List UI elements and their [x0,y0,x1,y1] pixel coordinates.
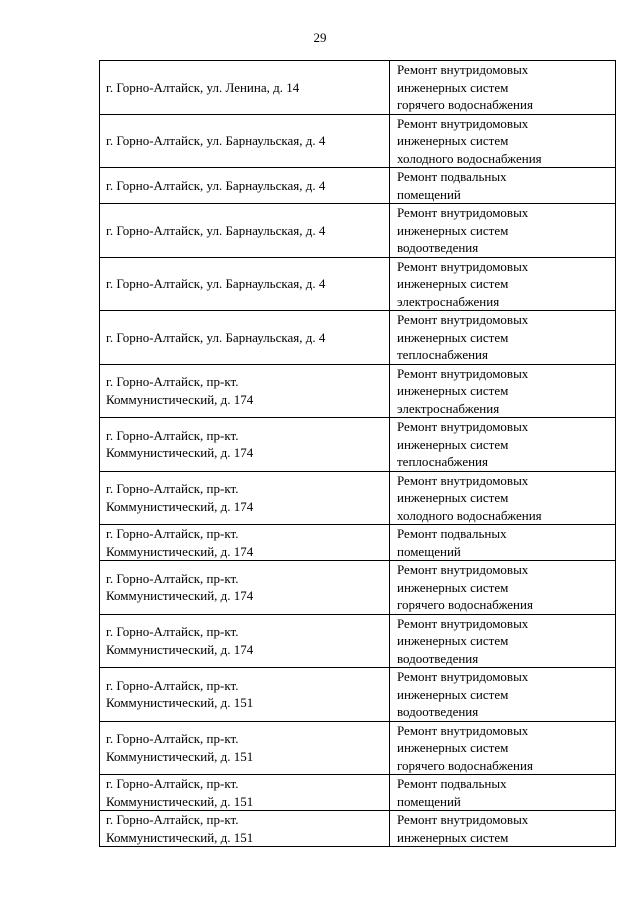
work-line: инженерных систем [397,133,509,148]
work-cell [390,168,616,204]
work-line: Ремонт внутридомовых [397,669,529,684]
work-cell [390,257,616,311]
address-cell [100,257,390,311]
address-cell [100,311,390,365]
table-row [100,561,616,615]
address-line: Коммунистический, д. 174 [106,588,254,604]
work-line: горячего водоснабжения [397,597,533,612]
work-line: водоотведения [397,650,479,666]
address-cell [100,561,390,615]
address-line: г. Горно-Алтайск, пр-кт. [106,731,239,747]
work-line: горячего водоснабжения [397,97,533,112]
address-line: г. Горно-Алтайск, пр-кт. [106,570,239,586]
table-row [100,775,616,811]
work-line: инженерных систем [397,740,509,755]
work-line: помещений [397,793,461,809]
address-cell [100,471,390,525]
work-line: инженерных систем [397,222,509,238]
address-line: г. Горно-Алтайск, пр-кт. [106,812,239,827]
address-line: г. Горно-Алтайск, пр-кт. [106,374,239,390]
address-line: г. Горно-Алтайск, пр-кт. [106,776,239,791]
work-line: Ремонт внутридомовых [397,115,529,131]
table-row [100,364,616,418]
table-row [100,311,616,365]
table-row [100,471,616,525]
address-line: г. Горно-Алтайск, пр-кт. [106,624,239,640]
table-row [100,204,616,258]
table-row [100,61,616,115]
work-cell [390,561,616,615]
address-line: г. Горно-Алтайск, ул. Барнаульская, д. 4 [106,177,326,193]
address-line: г. Горно-Алтайск, ул. Барнаульская, д. 4 [106,276,326,291]
work-line: электроснабжения [397,293,500,309]
work-line: теплоснабжения [397,347,488,362]
work-cell [390,614,616,668]
address-cell [100,775,390,811]
work-line: холодного водоснабжения [397,150,542,166]
table-row [100,418,616,472]
work-line: Ремонт внутридомовых [397,258,529,274]
address-cell [100,525,390,561]
work-line: Ремонт внутридомовых [397,562,529,577]
address-cell [100,114,390,168]
work-line: Ремонт внутридомовых [397,365,529,381]
address-cell [100,168,390,204]
work-cell [390,364,616,418]
table-row [100,168,616,204]
address-cell [100,61,390,115]
work-line: инженерных систем [397,633,509,648]
work-line: Ремонт внутридомовых [397,62,529,77]
address-line: Коммунистический, д. 174 [106,641,254,657]
address-line: г. Горно-Алтайск, пр-кт. [106,677,239,693]
address-cell [100,204,390,258]
address-line: г. Горно-Алтайск, пр-кт. [106,526,239,541]
address-line: г. Горно-Алтайск, пр-кт. [106,427,239,443]
work-cell [390,418,616,472]
address-cell [100,668,390,722]
address-line: г. Горно-Алтайск, ул. Барнаульская, д. 4 [106,222,326,238]
work-cell [390,811,616,847]
work-line: горячего водоснабжения [397,757,533,773]
work-line: Ремонт подвальных [397,776,507,791]
work-cell [390,668,616,722]
address-line: г. Горно-Алтайск, ул. Ленина, д. 14 [106,79,300,95]
address-line: г. Горно-Алтайск, пр-кт. [106,481,239,497]
table-row [100,114,616,168]
address-line: Коммунистический, д. 151 [106,695,254,711]
work-line: Ремонт внутридомовых [397,312,529,327]
work-cell [390,525,616,561]
address-cell [100,614,390,668]
work-line: инженерных систем [397,383,509,398]
work-cell [390,204,616,258]
address-line: Коммунистический, д. 174 [106,391,254,407]
work-line: инженерных систем [397,829,509,845]
work-line: Ремонт внутридомовых [397,722,529,738]
table-row [100,811,616,847]
address-line: Коммунистический, д. 174 [106,543,254,559]
work-line: инженерных систем [397,329,509,345]
address-line: Коммунистический, д. 151 [106,829,254,845]
table-row [100,721,616,775]
work-line: Ремонт подвальных [397,169,507,184]
work-line: помещений [397,186,461,202]
work-line: инженерных систем [397,579,509,595]
work-line: инженерных систем [397,490,509,505]
table-row [100,525,616,561]
work-line: теплоснабжения [397,454,488,469]
work-cell [390,471,616,525]
table-body [100,61,616,847]
work-line: водоотведения [397,704,479,719]
work-cell [390,114,616,168]
work-line: Ремонт подвальных [397,526,507,541]
work-line: водоотведения [397,240,479,255]
table-row [100,668,616,722]
work-cell [390,61,616,115]
work-line: инженерных систем [397,79,509,95]
address-line: г. Горно-Алтайск, ул. Барнаульская, д. 4 [106,133,326,148]
work-line: инженерных систем [397,276,509,291]
work-line: Ремонт внутридомовых [397,419,529,434]
work-line: инженерных систем [397,686,509,702]
work-line: холодного водоснабжения [397,507,542,523]
address-cell [100,721,390,775]
work-cell [390,311,616,365]
address-cell [100,811,390,847]
address-cell [100,364,390,418]
table-row [100,614,616,668]
address-line: Коммунистический, д. 151 [106,793,254,809]
repair-works-table [99,60,616,847]
work-line: Ремонт внутридомовых [397,812,529,827]
work-line: помещений [397,543,461,559]
work-cell [390,721,616,775]
address-line: Коммунистический, д. 151 [106,748,254,764]
work-line: Ремонт внутридомовых [397,205,529,220]
address-line: Коммунистический, д. 174 [106,445,254,461]
work-cell [390,775,616,811]
table-row [100,257,616,311]
page-number: 29 [313,30,327,45]
work-line: Ремонт внутридомовых [397,615,529,631]
address-cell [100,418,390,472]
work-line: электроснабжения [397,400,500,416]
address-line: Коммунистический, д. 174 [106,498,254,514]
address-line: г. Горно-Алтайск, ул. Барнаульская, д. 4 [106,329,326,345]
work-line: инженерных систем [397,436,509,452]
work-line: Ремонт внутридомовых [397,472,529,488]
